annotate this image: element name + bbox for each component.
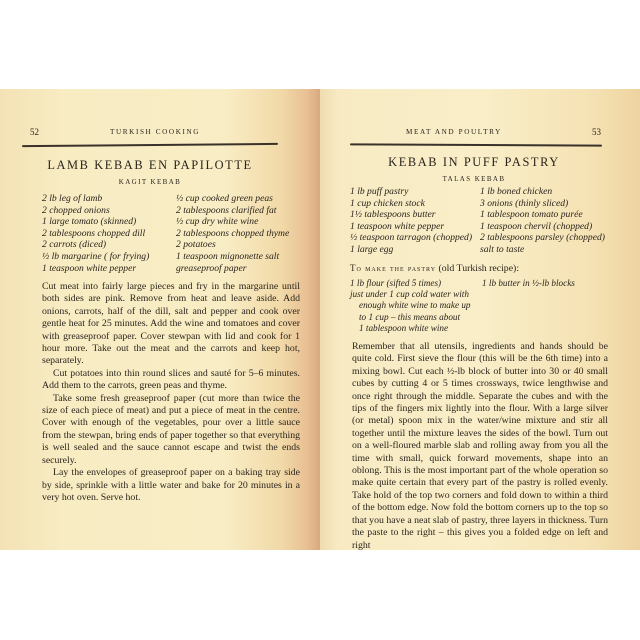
ingredient: 2 tablespoons chopped thyme [176, 227, 290, 239]
ingredient: 1 teaspoon white pepper [350, 220, 445, 232]
running-head: TURKISH COOKING [110, 128, 201, 136]
ingredients-column-1 [350, 186, 472, 256]
ingredient: ½ cup dry white wine [176, 216, 259, 228]
method-paragraph: Cut potatoes into thin round slices and sauté for 5–6 minutes. Add them to the carrots, green peas and thyme. [42, 367, 300, 392]
method-paragraph: Cut meat into fairly large pieces and fry in the margarine until both sides are pink. Remove from heat and leave aside. Add onions, carrots, half of the dill, salt and pepper and cook over gentle heat for 25 minutes. Add the wine and tomatoes and cover with greaseproof paper. Cover stewpan with lid and cook for 1 hour more. Take out the meat and the carrots and keep hot, separately. [42, 281, 300, 367]
pastry-ingredient: to 1 cup – this means about [359, 311, 461, 322]
pastry-ingredients-column-1 [350, 278, 471, 334]
pastry-ingredients-column-2 [482, 278, 575, 289]
ingredient: 3 onions (thinly sliced) [480, 197, 569, 209]
pastry-ingredient: just under 1 cup cold water with [350, 289, 469, 300]
ingredient: greaseproof paper [176, 262, 247, 274]
page-number: 52 [30, 127, 39, 137]
pastry-ingredient: 1 tablespoon white wine [359, 322, 449, 333]
ingredient: 2 tablespoons parsley (chopped) [480, 232, 605, 244]
open-book [0, 89, 640, 550]
recipe-subtitle: KAGIT KEBAB [118, 178, 182, 186]
ingredient: 1 cup chicken stock [350, 197, 425, 209]
method-paragraph: Lay the envelopes of greaseproof paper on a baking tray side by side, sprinkle with a little water and bake for 20 minutes in a very hot oven. Serve hot. [42, 467, 300, 503]
recipe-subtitle: TALAS KEBAB [442, 175, 506, 183]
ingredient: ½ cup cooked green peas [176, 193, 273, 204]
ingredient: ½ lb margarine ( for frying) [42, 250, 150, 262]
ingredient: 2 potatoes [176, 239, 216, 251]
pastry-ingredient: 1 lb flour (sifted 5 times) [350, 278, 442, 288]
ingredient: 1 teaspoon chervil (chopped) [480, 220, 593, 232]
recipe-title: KEBAB IN PUFF PASTRY [388, 155, 560, 169]
ingredient: salt to taste [480, 243, 525, 255]
pastry-heading-rest: (old Turkish recipe): [436, 263, 520, 274]
pastry-heading [350, 263, 519, 274]
ingredient: 2 tablespoons chopped dill [42, 227, 146, 239]
ingredient: 1 tablespoon tomato purée [480, 209, 583, 221]
ingredient: 2 tablespoons clarified fat [176, 204, 277, 216]
ingredients-column-1 [42, 193, 149, 274]
pastry-heading-smallcaps: To make the pastry [350, 263, 437, 273]
method-paragraph: Remember that all utensils, ingredients and hands should be quite cold. First sieve the flour (this will be the 6th time) into a mixing bowl. Cut each ½-lb block of butter into 30 or 40 small cubes by cutting 4 or 5 times crossways, twice lengthwise and once right through the middle. Separate the cubes and with the tips of the fingers mix lightly into the flour. With a large silver (or metal) spoon mix in the water/wine mixture and stir all together until the mixture leaves the sides of the bowl. Turn out on a well-floured marble slab and rolling away from you all the time with small, quick forward movements, shape into an oblong. This is the most important part of the whole operation so make quite certain that every part of the pastry is rolled evenly. Take hold of the top two corners and fold down to within a third of the bottom edge. Now fold the bottom corners up to the top so that you have a neat slab of pastry, three layers in thickness. Turn the paste to the right – this gives you a folded edge on left and right [352, 341, 608, 550]
ingredient: 1 teaspoon mignonette salt [176, 250, 280, 262]
ingredient: 1 large egg [350, 243, 394, 255]
recipe-method [352, 341, 608, 550]
ingredient: 1 teaspoon white pepper [42, 262, 137, 274]
ingredient: 1 lb puff pastry [350, 186, 409, 197]
pastry-ingredient: 1 lb butter in ½-lb blocks [482, 278, 575, 288]
ingredient: 1½ tablespoons butter [350, 209, 436, 221]
left-page [0, 89, 320, 550]
right-page [320, 89, 640, 550]
ingredient: 2 lb leg of lamb [42, 193, 103, 204]
ingredients-column-2 [480, 186, 605, 256]
recipe-method [42, 281, 300, 504]
ingredients-column-2 [176, 193, 289, 274]
header-rule [350, 143, 602, 146]
ingredient: ½ teaspoon tarragon (chopped) [350, 232, 473, 244]
page-number: 53 [592, 127, 601, 137]
recipe-title: LAMB KEBAB EN PAPILOTTE [47, 158, 253, 172]
ingredient: 1 large tomato (skinned) [42, 216, 137, 228]
header-rule [22, 143, 278, 147]
ingredient: 1 lb boned chicken [480, 186, 553, 197]
ingredient: 2 chopped onions [42, 204, 110, 216]
ingredient: 2 carrots (diced) [42, 239, 107, 251]
running-head: MEAT AND POULTRY [406, 128, 502, 136]
method-paragraph: Take some fresh greaseproof paper (cut more than twice the size of each piece of meat) and put a piece of meat in the centre. Cover with enough of the vegetables, pour over a little sauce from the stewpan, bring ends of paper together so that everything is well sealed and the sauce cannot escape and twist the ends securely. [42, 392, 300, 466]
pastry-ingredient: enough white wine to make up [359, 300, 471, 311]
